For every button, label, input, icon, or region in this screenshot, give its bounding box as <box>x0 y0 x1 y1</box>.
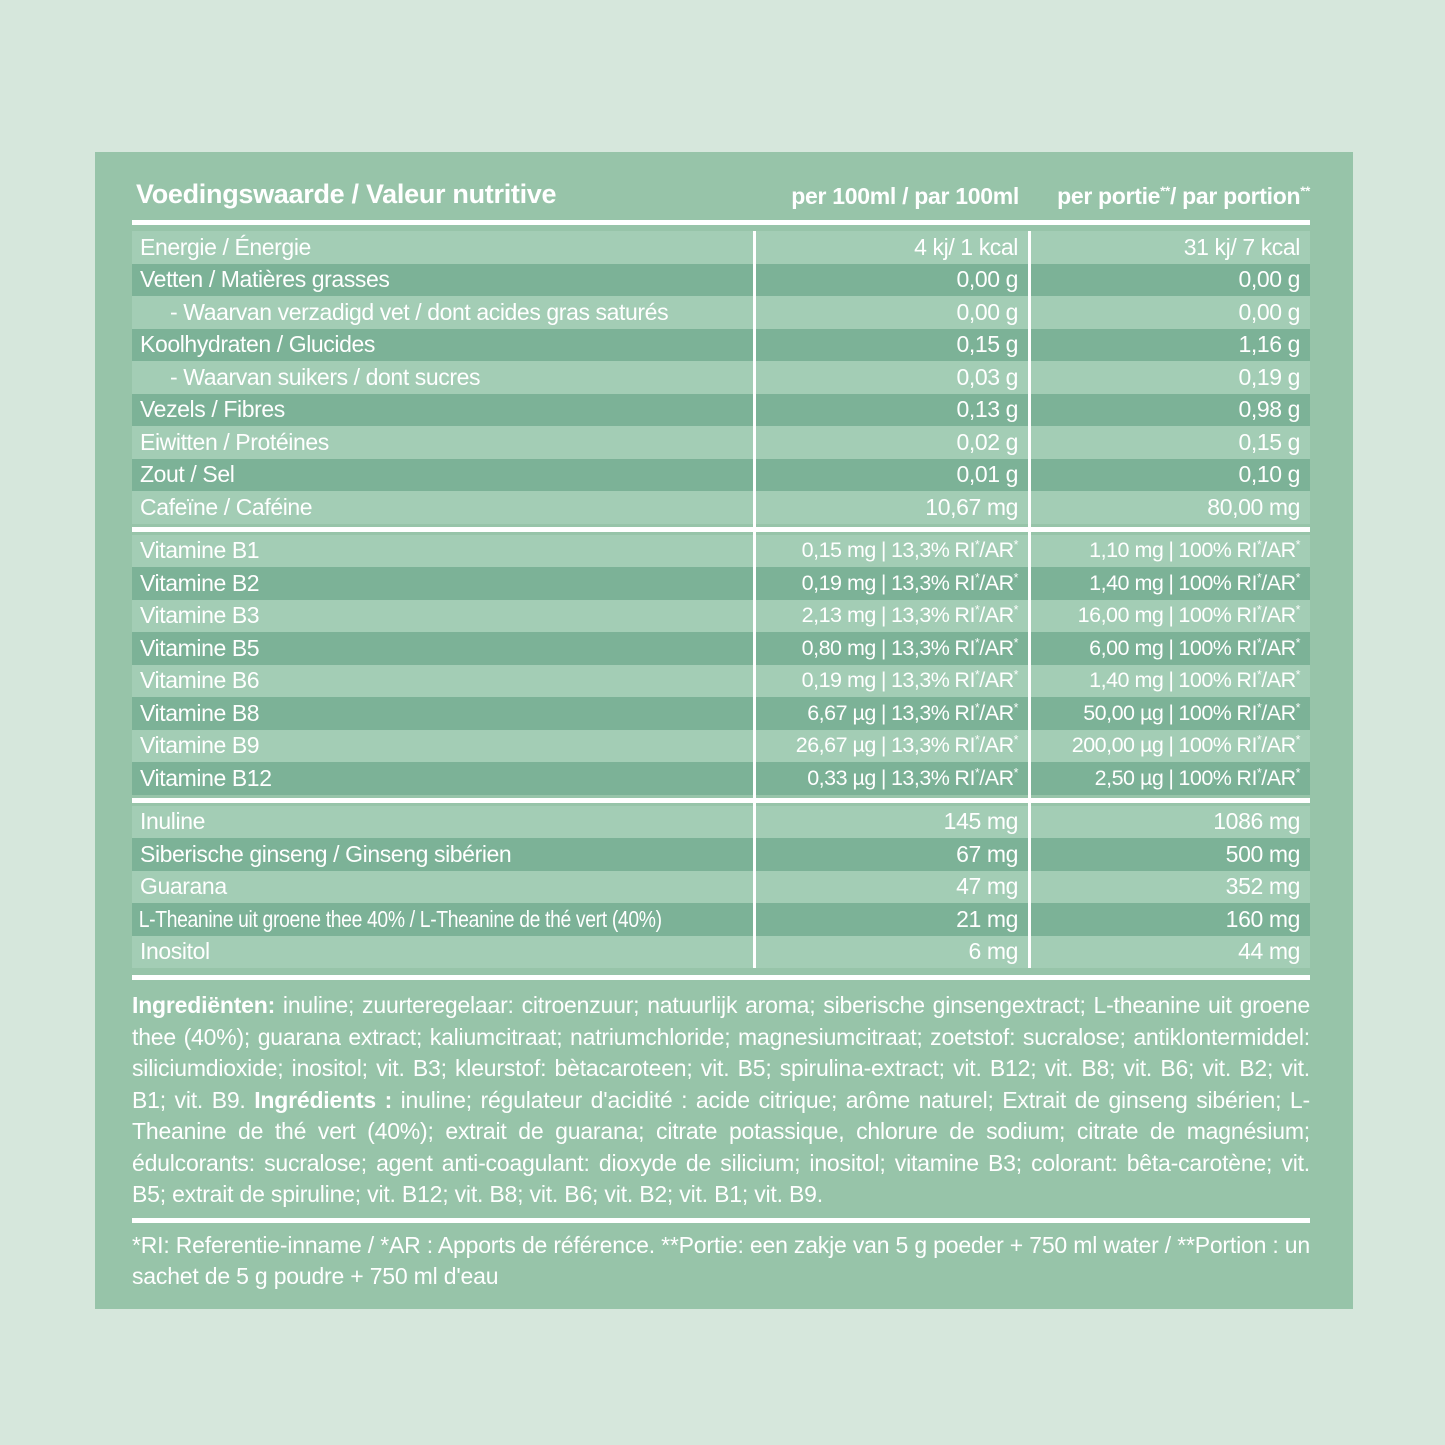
table-row <box>132 459 1310 492</box>
footnote-marker: * <box>1013 603 1018 618</box>
footnote-marker: * <box>1256 733 1262 748</box>
ingredients-text: inuline; zuurteregelaar: citroenzuur; natuurlijk aroma; siberische ginsengextract; L-theanine uit groene thee (40%); guarana extract; kaliumcitraat; natriumchloride; magnesiumcitraat; zoetstof: sucralose; antiklontermiddel: siliciumdioxide; inositol; vit. B3; kleurstof: bètacaroteen; vit. B5; spirulina-extract; vit. B12; vit. B8; vit. B6; vit. B2; vit. B1; vit. B9. <box>132 992 1310 1113</box>
slash-separator: / <box>1169 183 1183 209</box>
per-portion-value <box>1028 538 1310 563</box>
vitamin-percent: 100% <box>1178 538 1232 563</box>
ingredients-paragraph <box>132 990 1310 1211</box>
vitamin-amount: 0,80 mg <box>801 635 876 660</box>
per-portion-value: 0,98 g <box>1238 396 1300 423</box>
ingredients-heading: Ingrediënten: <box>132 992 283 1018</box>
footnote-marker: * <box>1013 668 1018 683</box>
column-separator <box>753 231 756 968</box>
pipe-separator: | <box>1168 570 1174 595</box>
footnote-marker: * <box>1295 700 1300 715</box>
nutrient-label: Koolhydraten / Glucides <box>140 331 375 358</box>
ri-ar-label <box>1236 668 1300 692</box>
per-portion-value: 160 mg <box>1225 905 1300 932</box>
pipe-separator: | <box>1168 765 1174 790</box>
ri-ar-label <box>954 636 1018 660</box>
vitamin-amount: 0,19 mg <box>801 570 876 595</box>
nutrient-label: Vitamine B6 <box>140 667 260 694</box>
per-portion-value: 0,19 g <box>1238 363 1300 390</box>
vitamin-amount: 0,19 mg <box>801 668 876 693</box>
slash: / <box>979 570 985 595</box>
ar-label: AR <box>1266 570 1296 595</box>
vitamin-amount: 2,50 µg <box>1094 765 1164 790</box>
per-100ml-value <box>753 571 1028 596</box>
ar-label: AR <box>984 538 1014 563</box>
footnote-marker: * <box>974 635 980 650</box>
footnote-marker: * <box>1295 538 1300 553</box>
pipe-separator: | <box>880 668 886 693</box>
per-portion-value: 1086 mg <box>1213 808 1300 835</box>
vitamin-amount: 26,67 µg <box>795 733 876 758</box>
ri-ar-label <box>954 571 1018 595</box>
table-row <box>132 632 1310 665</box>
table-row <box>132 296 1310 329</box>
per-100ml-value: 0,01 g <box>956 461 1018 488</box>
pipe-separator: | <box>880 538 886 563</box>
vitamin-percent: 13,3% <box>890 700 950 725</box>
nutrient-label: Vetten / Matières grasses <box>140 266 390 293</box>
slash: / <box>979 668 985 693</box>
per-portion-fr: par portion <box>1182 183 1301 209</box>
ri-ar-label <box>954 603 1018 627</box>
ri-ar-label <box>1236 603 1300 627</box>
table-row <box>132 361 1310 394</box>
ri-label: RI <box>954 668 975 693</box>
slash: / <box>1261 733 1267 758</box>
footnote-marker: * <box>1295 733 1300 748</box>
vitamin-amount: 6,00 mg <box>1089 635 1164 660</box>
vitamin-amount: 16,00 mg <box>1077 603 1164 628</box>
pipe-separator: | <box>880 635 886 660</box>
ri-ar-label <box>954 538 1018 562</box>
footnote-marker: * <box>1013 765 1018 780</box>
ri-label: RI <box>1236 765 1257 790</box>
ri-label: RI <box>1236 733 1257 758</box>
footnote-text: *RI: Referentie-inname / *AR : Apports de référence. **Portie: een zakje van 5 g poeder + 750 ml water / **Portion : un sachet de 5 g poudre + 750 ml d'eau <box>132 1231 1310 1289</box>
ri-label: RI <box>954 603 975 628</box>
ri-ar-label <box>954 668 1018 692</box>
nutrient-label: Zout / Sel <box>140 461 235 488</box>
per-portion-value: 0,00 g <box>1238 266 1300 293</box>
footnote-marker: * <box>1013 635 1018 650</box>
per-portion-value: 44 mg <box>1238 938 1300 965</box>
footnote-marker: * <box>974 733 980 748</box>
vitamin-percent: 13,3% <box>890 733 950 758</box>
per-100ml-value: 10,67 mg <box>925 493 1018 520</box>
per-100ml-value <box>753 766 1028 791</box>
table-row <box>132 394 1310 427</box>
footnote-marker: ** <box>1300 183 1310 199</box>
nutrient-label: Vitamine B3 <box>140 602 260 629</box>
ri-label: RI <box>1236 570 1257 595</box>
ar-label: AR <box>984 635 1014 660</box>
vitamin-percent: 100% <box>1178 635 1232 660</box>
vitamin-amount: 1,10 mg <box>1089 538 1164 563</box>
table-row <box>132 231 1310 264</box>
vitamin-percent: 100% <box>1178 733 1232 758</box>
ar-label: AR <box>984 700 1014 725</box>
vitamin-percent: 13,3% <box>890 603 950 628</box>
ri-ar-label <box>1236 571 1300 595</box>
per-portion-value: 500 mg <box>1225 840 1300 867</box>
vitamin-amount: 0,15 mg <box>801 538 876 563</box>
table-row <box>132 838 1310 871</box>
slash: / <box>979 700 985 725</box>
vitamin-percent: 100% <box>1178 668 1232 693</box>
per-100ml-value: 0,00 g <box>956 298 1018 325</box>
ar-label: AR <box>984 570 1014 595</box>
table-row <box>132 426 1310 459</box>
slash: / <box>979 733 985 758</box>
vitamin-percent: 13,3% <box>890 635 950 660</box>
per-100ml-value: 0,00 g <box>956 266 1018 293</box>
ar-label: AR <box>1266 668 1296 693</box>
footnote-marker: * <box>1256 700 1262 715</box>
table-row <box>132 903 1310 936</box>
ar-label: AR <box>1266 603 1296 628</box>
vitamin-amount: 1,40 mg <box>1089 570 1164 595</box>
ar-label: AR <box>1266 765 1296 790</box>
per-portion-value <box>1028 668 1310 693</box>
ri-label: RI <box>1236 635 1257 660</box>
ri-label: RI <box>954 700 975 725</box>
nutrient-label: Guarana <box>140 873 227 900</box>
vitamin-percent: 13,3% <box>890 538 950 563</box>
nutrient-label: Vitamine B12 <box>140 764 272 791</box>
slash: / <box>1261 635 1267 660</box>
slash: / <box>1261 765 1267 790</box>
per-100ml-value: 0,02 g <box>956 428 1018 455</box>
per-portion-value <box>1028 636 1310 661</box>
vitamin-percent: 100% <box>1178 603 1232 628</box>
nutrient-label: Inositol <box>140 938 210 965</box>
slash: / <box>1261 603 1267 628</box>
pipe-separator: | <box>1168 603 1174 628</box>
nutrient-label: Vitamine B9 <box>140 732 260 759</box>
table-row <box>132 491 1310 524</box>
pipe-separator: | <box>1168 733 1174 758</box>
slash: / <box>1261 700 1267 725</box>
ri-ar-label <box>1236 538 1300 562</box>
header-rule <box>132 220 1310 225</box>
per-100ml-value <box>753 668 1028 693</box>
table-row <box>132 806 1310 839</box>
per-100ml-value: 6 mg <box>968 938 1018 965</box>
nutrient-label: L-Theanine uit groene thee 40% / L-Theanine de thé vert (40%) <box>138 905 662 932</box>
ri-label: RI <box>1236 538 1257 563</box>
vitamin-percent: 100% <box>1178 570 1232 595</box>
vitamin-percent: 13,3% <box>890 765 950 790</box>
per-portion-value <box>1028 571 1310 596</box>
pipe-separator: | <box>1168 700 1174 725</box>
nutrient-label: Energie / Énergie <box>140 233 311 260</box>
table-row <box>132 762 1310 795</box>
per-100ml-value: 4 kj/ 1 kcal <box>914 233 1018 260</box>
ri-label: RI <box>1236 700 1257 725</box>
ri-ar-label <box>1236 636 1300 660</box>
per-portion-value: 1,16 g <box>1238 331 1300 358</box>
slash: / <box>979 765 985 790</box>
ri-label: RI <box>954 570 975 595</box>
pipe-separator: | <box>880 733 886 758</box>
ri-label: RI <box>954 733 975 758</box>
table-row <box>132 567 1310 600</box>
footnote-marker: * <box>1013 700 1018 715</box>
pipe-separator: | <box>880 700 886 725</box>
slash: / <box>979 603 985 628</box>
footnote-marker: * <box>974 570 980 585</box>
per-portion-value <box>1028 733 1310 758</box>
per-portion-value: 80,00 mg <box>1207 493 1300 520</box>
pipe-separator: | <box>880 570 886 595</box>
per-100ml-value: 0,13 g <box>956 396 1018 423</box>
section-divider <box>132 527 1310 532</box>
table-row <box>132 600 1310 633</box>
ri-ar-label <box>1236 733 1300 757</box>
vitamin-percent: 13,3% <box>890 570 950 595</box>
per-100ml-value <box>753 701 1028 726</box>
ar-label: AR <box>1266 538 1296 563</box>
footnote-marker: * <box>1295 668 1300 683</box>
table-row <box>132 264 1310 297</box>
footnote-marker: * <box>1013 538 1018 553</box>
per-100ml-value: 21 mg <box>956 905 1018 932</box>
table-row <box>132 871 1310 904</box>
vitamin-amount: 6,67 µg <box>807 700 876 725</box>
nutrient-label: - Waarvan suikers / dont sucres <box>170 363 481 390</box>
per-portion-value: 352 mg <box>1225 873 1300 900</box>
col-header-per-portion <box>1029 183 1310 210</box>
slash: / <box>1261 538 1267 563</box>
ri-label: RI <box>1236 603 1257 628</box>
ri-ar-label <box>1236 766 1300 790</box>
per-100ml-value <box>753 636 1028 661</box>
nutrient-label: Eiwitten / Protéines <box>140 428 329 455</box>
ar-label: AR <box>1266 733 1296 758</box>
ri-label: RI <box>954 635 975 660</box>
ar-label: AR <box>1266 700 1296 725</box>
footnote-marker: * <box>1256 570 1262 585</box>
section-divider <box>132 975 1310 980</box>
ar-label: AR <box>1266 635 1296 660</box>
per-portion-nl: per portie <box>1057 183 1161 209</box>
ri-label: RI <box>1236 668 1257 693</box>
pipe-separator: | <box>880 603 886 628</box>
footnote-marker: * <box>1256 635 1262 650</box>
footnote-marker: * <box>1295 765 1300 780</box>
per-100ml-value <box>753 538 1028 563</box>
nutrient-label: Vitamine B8 <box>140 699 260 726</box>
ingredients-heading: Ingrédients : <box>254 1086 401 1113</box>
ri-label: RI <box>954 765 975 790</box>
per-100ml-value: 145 mg <box>943 808 1018 835</box>
table-row <box>132 697 1310 730</box>
nutrient-label: Vezels / Fibres <box>140 396 285 423</box>
table-title: Voedingswaarde / Valeur nutritive <box>136 179 557 209</box>
footnote-marker: * <box>974 765 980 780</box>
vitamin-amount: 50,00 µg <box>1083 700 1164 725</box>
vitamin-amount: 0,33 µg <box>807 765 876 790</box>
ri-ar-label <box>954 766 1018 790</box>
ingredients-text: inuline; régulateur d'acidité : acide citrique; arôme naturel; Extrait de ginseng sibérien; L-Theanine de thé vert (40%); extrait de guarana; citrate potassique, chlorure de sodium; citrate de magnésium; édulcorants: sucralose; agent anti-coagulant: dioxyde de silicium; inositol; vitamine B3; colorant: bêta-carotène; vit. B5; extrait de spiruline; vit. B12; vit. B8; vit. B6; vit. B2; vit. B1; vit. B9. <box>132 1086 1310 1207</box>
per-portion-value <box>1028 701 1310 726</box>
slash: / <box>1261 570 1267 595</box>
vitamin-percent: 13,3% <box>890 668 950 693</box>
vitamin-amount: 200,00 µg <box>1071 733 1164 758</box>
per-portion-value: 31 kj/ 7 kcal <box>1183 233 1300 260</box>
vitamin-amount: 1,40 mg <box>1089 668 1164 693</box>
nutrition-label-panel <box>95 152 1353 1309</box>
footnote-marker: ** <box>1160 183 1170 199</box>
table-row <box>132 535 1310 568</box>
footnote-marker: * <box>1013 733 1018 748</box>
nutrient-label: Vitamine B5 <box>140 634 260 661</box>
per-portion-value <box>1028 603 1310 628</box>
ar-label: AR <box>984 668 1014 693</box>
ar-label: AR <box>984 765 1014 790</box>
slash: / <box>979 635 985 660</box>
footnote-marker: * <box>1256 668 1262 683</box>
table-row <box>132 730 1310 763</box>
nutrient-label: Vitamine B1 <box>140 537 260 564</box>
table-row <box>132 329 1310 362</box>
per-100ml-value <box>753 603 1028 628</box>
vitamin-percent: 100% <box>1178 765 1232 790</box>
footnote-marker: * <box>974 668 980 683</box>
section-divider <box>132 798 1310 803</box>
table-body <box>132 231 1310 968</box>
ar-label: AR <box>984 603 1014 628</box>
footnote-marker: * <box>1256 765 1262 780</box>
footnote-marker: * <box>1013 570 1018 585</box>
vitamin-percent: 100% <box>1178 700 1232 725</box>
pipe-separator: | <box>880 765 886 790</box>
table-row <box>132 665 1310 698</box>
pipe-separator: | <box>1168 668 1174 693</box>
table-header <box>132 170 1310 214</box>
slash: / <box>1261 668 1267 693</box>
nutrient-label: Inuline <box>140 808 205 835</box>
nutrition-section <box>132 231 1310 524</box>
ri-label: RI <box>954 538 975 563</box>
label-content <box>132 170 1310 1293</box>
footnote-marker: * <box>1295 570 1300 585</box>
nutrient-label: - Waarvan verzadigd vet / dont acides gras saturés <box>170 298 669 325</box>
section-divider <box>132 1218 1310 1223</box>
footnote-marker: * <box>1256 538 1262 553</box>
vitamins-section <box>132 535 1310 795</box>
nutrient-label: Siberische ginseng / Ginseng sibérien <box>140 840 512 867</box>
col-header-per-100ml: per 100ml / par 100ml <box>791 183 1019 209</box>
column-separator <box>1028 231 1031 968</box>
per-portion-value: 0,00 g <box>1238 298 1300 325</box>
footnote-marker: * <box>974 700 980 715</box>
per-100ml-value: 67 mg <box>956 840 1018 867</box>
footnote-marker: * <box>974 603 980 618</box>
per-portion-value <box>1028 766 1310 791</box>
per-portion-value: 0,15 g <box>1238 428 1300 455</box>
slash: / <box>979 538 985 563</box>
nutrient-label: Cafeïne / Caféine <box>140 493 313 520</box>
per-portion-value: 0,10 g <box>1238 461 1300 488</box>
ri-ar-label <box>1236 701 1300 725</box>
ar-label: AR <box>984 733 1014 758</box>
ri-ar-label <box>954 733 1018 757</box>
footnote-marker: * <box>1295 635 1300 650</box>
ri-ar-label <box>954 701 1018 725</box>
footnote-marker: * <box>1295 603 1300 618</box>
pipe-separator: | <box>1168 635 1174 660</box>
footnote-marker: * <box>1256 603 1262 618</box>
per-100ml-value: 0,03 g <box>956 363 1018 390</box>
vitamin-amount: 2,13 mg <box>801 603 876 628</box>
per-100ml-value: 47 mg <box>956 873 1018 900</box>
pipe-separator: | <box>1168 538 1174 563</box>
actives-section <box>132 806 1310 969</box>
per-100ml-value: 0,15 g <box>956 331 1018 358</box>
table-row <box>132 936 1310 969</box>
nutrient-label: Vitamine B2 <box>140 569 260 596</box>
per-100ml-value <box>753 733 1028 758</box>
footnote-marker: * <box>974 538 980 553</box>
